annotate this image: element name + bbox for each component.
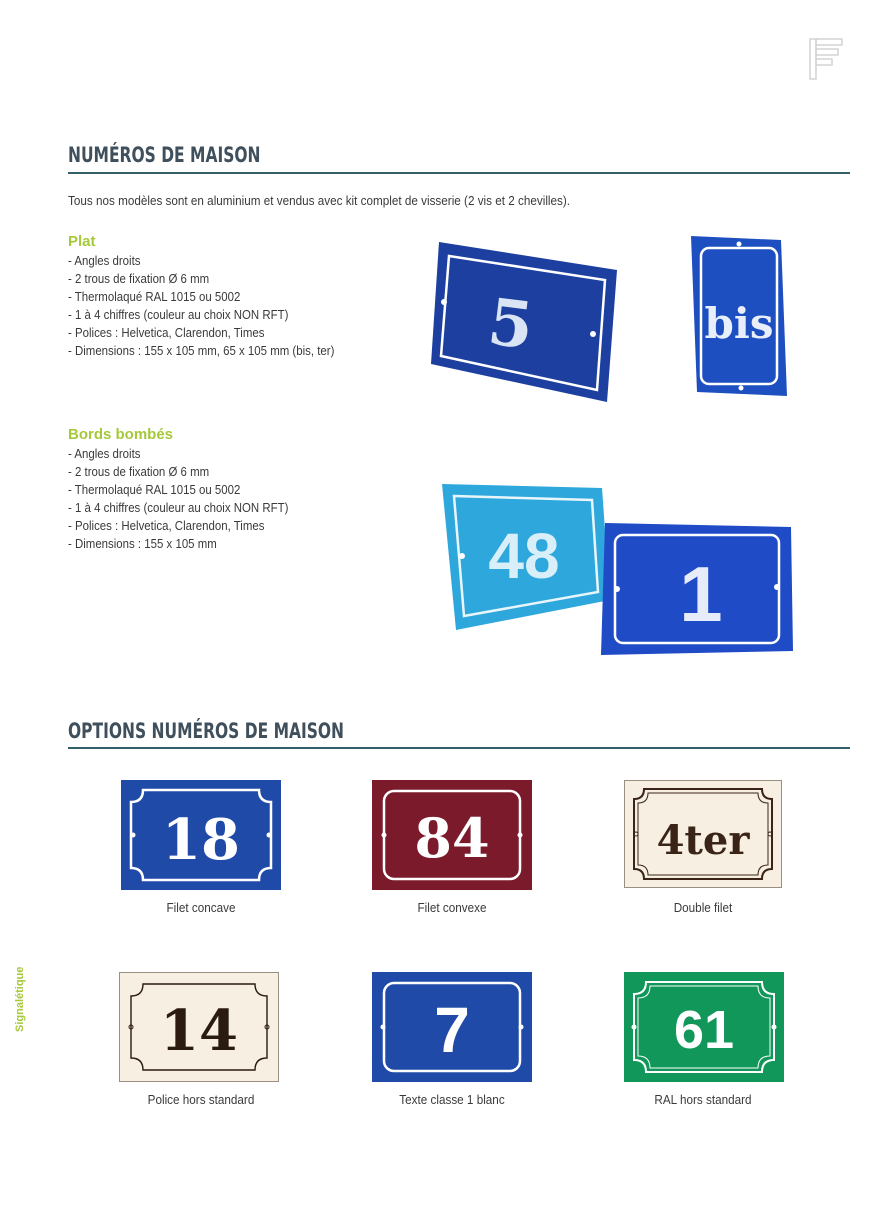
option-caption: Filet concave — [166, 900, 236, 915]
side-section-label: Signalétique — [14, 966, 26, 1032]
option-caption: Police hors standard — [147, 1092, 255, 1107]
option-number: 61 — [673, 1000, 735, 1060]
section-divider — [68, 747, 850, 749]
spec-bombes-item: - Angles droits — [68, 446, 141, 461]
option-caption: Texte classe 1 blanc — [399, 1092, 505, 1107]
spec-bombes-item: - Dimensions : 155 x 105 mm — [68, 536, 217, 551]
spec-bombes — [68, 426, 318, 553]
plate-bombe-48 — [442, 480, 612, 630]
option-caption: Filet convexe — [417, 900, 487, 915]
spec-plat-item: - Dimensions : 155 x 105 mm, 65 x 105 mm (bis, ter) — [68, 343, 335, 358]
option-caption: RAL hors standard — [654, 1092, 752, 1107]
plate-plat-5 — [431, 242, 617, 402]
spec-plat — [68, 233, 371, 360]
spec-bombes-item: - Thermolaqué RAL 1015 ou 5002 — [68, 482, 241, 497]
plate-plat-bis — [691, 236, 787, 396]
plate-bombe-1-number: 1 — [679, 550, 723, 638]
option-plate-police-hors-standard — [119, 972, 279, 1082]
intro-text: Tous nos modèles sont en aluminium et vendus avec kit complet de visserie (2 vis et 2 chevilles). — [68, 193, 571, 208]
plate-plat-bis-text: bis — [704, 299, 774, 348]
spec-bombes-item: - 1 à 4 chiffres (couleur au choix NON RFT) — [68, 500, 289, 515]
spec-bombes-item: - 2 trous de fixation Ø 6 mm — [68, 464, 210, 479]
option-plate-ral-hors-standard — [624, 972, 784, 1082]
brand-logo-icon — [809, 38, 845, 80]
option-plate-filet-concave — [121, 780, 281, 890]
section-divider — [68, 172, 850, 174]
spec-plat-item: - Thermolaqué RAL 1015 ou 5002 — [68, 289, 241, 304]
option-number: 84 — [414, 806, 490, 870]
spec-bombes-title: Bords bombés — [68, 426, 174, 443]
option-plate-double-filet — [624, 780, 782, 888]
section-title-house-numbers: NUMÉROS DE MAISON — [68, 143, 261, 167]
option-plate-filet-convexe — [372, 780, 532, 890]
option-number: 18 — [162, 807, 240, 873]
option-number: 7 — [434, 994, 470, 1066]
plate-plat-5-number: 5 — [484, 284, 538, 365]
option-number: 4ter — [656, 817, 750, 864]
spec-plat-item: - Angles droits — [68, 253, 141, 268]
spec-plat-item: - 1 à 4 chiffres (couleur au choix NON RFT) — [68, 307, 289, 322]
option-caption: Double filet — [673, 900, 733, 915]
spec-bombes-item: - Polices : Helvetica, Clarendon, Times — [68, 518, 265, 533]
section-title-options: OPTIONS NUMÉROS DE MAISON — [68, 719, 345, 743]
spec-plat-item: - Polices : Helvetica, Clarendon, Times — [68, 325, 265, 340]
option-number: 14 — [160, 998, 238, 1064]
spec-plat-title: Plat — [68, 233, 96, 250]
plate-bombe-1 — [601, 523, 793, 655]
spec-plat-item: - 2 trous de fixation Ø 6 mm — [68, 271, 210, 286]
plate-bombe-48-number: 48 — [488, 520, 560, 592]
option-plate-texte-classe-1-blanc — [372, 972, 532, 1082]
